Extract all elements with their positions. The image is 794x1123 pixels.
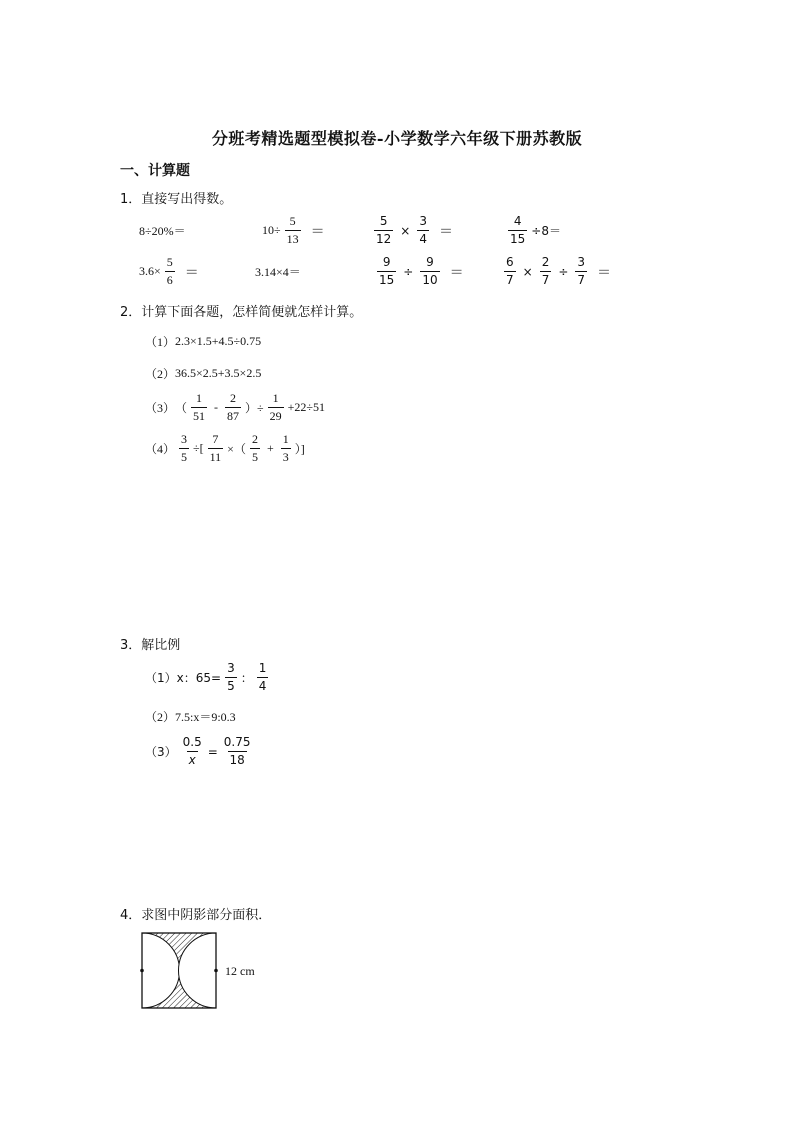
numerator: 9 [382, 255, 391, 269]
fraction [225, 661, 237, 694]
operator: ÷ [558, 264, 569, 279]
fraction [377, 255, 396, 288]
numerator: 5 [166, 255, 173, 269]
numerator: 2 [230, 391, 237, 405]
q3-part-1 [145, 661, 272, 694]
question-1-label: 1．直接写出得数。 [120, 192, 233, 207]
equals-sign: ＝ [449, 264, 464, 281]
q2-part-4 [145, 432, 305, 465]
denominator: 13 [286, 232, 299, 246]
numerator: 4 [513, 214, 522, 228]
denominator: 12 [376, 232, 392, 246]
fraction [222, 735, 253, 768]
denominator: 5 [181, 450, 188, 464]
q3-part-3 [145, 735, 257, 768]
q1-item-a [139, 222, 186, 239]
equals-sign: ＝ [184, 265, 199, 281]
section-heading-calculation: 一、计算题 [120, 163, 190, 179]
fraction [374, 214, 393, 247]
fraction [504, 255, 516, 288]
part-index: （2） [145, 367, 176, 381]
multiply-paren: ×（ [227, 442, 246, 456]
operator: - [214, 400, 219, 414]
equals-sign: ＝ [310, 224, 325, 240]
numerator: 5 [289, 214, 296, 228]
numerator: 3 [419, 214, 427, 228]
q3-part-1-prefix: x：65= [176, 671, 222, 685]
fraction [208, 432, 224, 465]
denominator: 6 [166, 273, 173, 287]
numerator: 6 [506, 255, 514, 269]
numerator: 5 [379, 214, 388, 228]
q3-part-2 [145, 708, 236, 725]
denominator: 7 [541, 273, 550, 287]
shaded-area-figure [138, 930, 222, 1012]
fraction [508, 214, 527, 247]
fraction [540, 255, 552, 288]
fraction [250, 432, 260, 465]
divide-bracket: ÷[ [193, 441, 204, 455]
question-3-label: 3．解比例 [120, 638, 181, 653]
part-index: （1） [145, 335, 176, 349]
q1-item-c [370, 214, 453, 247]
denominator: 51 [193, 409, 206, 423]
denominator: 15 [510, 232, 526, 246]
q1-item-b-prefix: 10÷ [262, 223, 281, 237]
right-center-dot [214, 969, 218, 973]
close-brackets: ）] [294, 442, 305, 456]
fraction [268, 391, 284, 424]
numerator: 2 [541, 255, 550, 269]
numerator: 1 [258, 661, 267, 675]
numerator: 9 [426, 255, 434, 269]
fraction [575, 255, 587, 288]
denominator: 5 [227, 679, 235, 693]
open-paren: （ [175, 401, 188, 415]
equals-sign: = [207, 744, 218, 759]
q2-part-3-suffix: +22÷51 [287, 400, 325, 414]
q2-part-1-expression: 2.3×1.5+4.5÷0.75 [175, 334, 262, 348]
denominator: 4 [419, 232, 427, 246]
q1-item-f [255, 263, 301, 280]
denominator: 3 [282, 450, 289, 464]
fraction [285, 214, 301, 247]
denominator: 7 [577, 273, 586, 287]
denominator: 18 [229, 753, 245, 767]
fraction [281, 432, 291, 465]
denominator: 15 [379, 273, 395, 287]
operator: × [522, 264, 533, 279]
part-index: （2） [145, 710, 176, 724]
question-2-label: 2．计算下面各题，怎样简便就怎样计算。 [120, 305, 363, 320]
operator: ÷ [403, 264, 414, 279]
q1-item-h [500, 255, 611, 288]
ratio-colon: ： [240, 671, 253, 685]
part-index: （3） [145, 401, 176, 415]
q1-item-d-suffix: ÷8＝ [531, 224, 561, 238]
numerator: 2 [251, 432, 258, 446]
numerator: 3 [227, 661, 235, 675]
fraction [257, 661, 269, 694]
fraction [225, 391, 241, 424]
q2-part-1 [145, 333, 261, 350]
denominator: 10 [422, 273, 438, 287]
denominator: 87 [227, 409, 240, 423]
fraction [191, 391, 207, 424]
question-4-label: 4．求图中阴影部分面积． [120, 908, 272, 923]
denominator: 7 [506, 273, 514, 287]
numerator: 0.75 [223, 735, 251, 749]
operator: + [266, 441, 274, 455]
q2-part-2 [145, 365, 261, 382]
q2-part-2-expression: 36.5×2.5+3.5×2.5 [175, 366, 262, 380]
q1-item-a-text: 8÷20%＝ [139, 224, 186, 238]
fraction [417, 214, 429, 247]
q3-part-2-expression: 7.5:x＝9:0.3 [175, 710, 236, 724]
operator: × [400, 223, 411, 238]
q1-item-f-text: 3.14×4＝ [255, 265, 301, 279]
numerator: 1 [272, 391, 279, 405]
fraction [420, 255, 439, 288]
equals-sign: ＝ [597, 264, 612, 281]
denominator: x [188, 753, 196, 767]
numerator: 0.5 [182, 735, 202, 749]
left-center-dot [140, 969, 144, 973]
denominator: 5 [251, 450, 258, 464]
part-index: （4） [145, 442, 176, 456]
fraction [181, 735, 204, 768]
equals-sign: ＝ [438, 223, 453, 240]
numerator: 3 [577, 255, 586, 269]
page-title: 分班考精选题型模拟卷-小学数学六年级下册苏教版 [211, 129, 583, 148]
part-index: （1） [145, 671, 177, 685]
q1-item-e-prefix: 3.6× [139, 264, 161, 278]
numerator: 3 [181, 432, 188, 446]
numerator: 7 [212, 432, 219, 446]
denominator: 4 [258, 679, 267, 693]
numerator: 1 [196, 391, 203, 405]
fraction [179, 432, 189, 465]
figure-side-label: 12 cm [225, 964, 255, 978]
denominator: 11 [209, 450, 222, 464]
denominator: 29 [269, 409, 282, 423]
q1-item-g [373, 255, 464, 288]
numerator: 1 [282, 432, 289, 446]
q2-part-3 [145, 391, 325, 424]
part-index: （3） [145, 745, 177, 759]
fraction [165, 255, 175, 288]
q1-item-e [139, 255, 199, 288]
q1-item-b [262, 214, 325, 247]
close-paren-divide: ）÷ [245, 401, 264, 415]
q1-item-d [504, 214, 561, 247]
